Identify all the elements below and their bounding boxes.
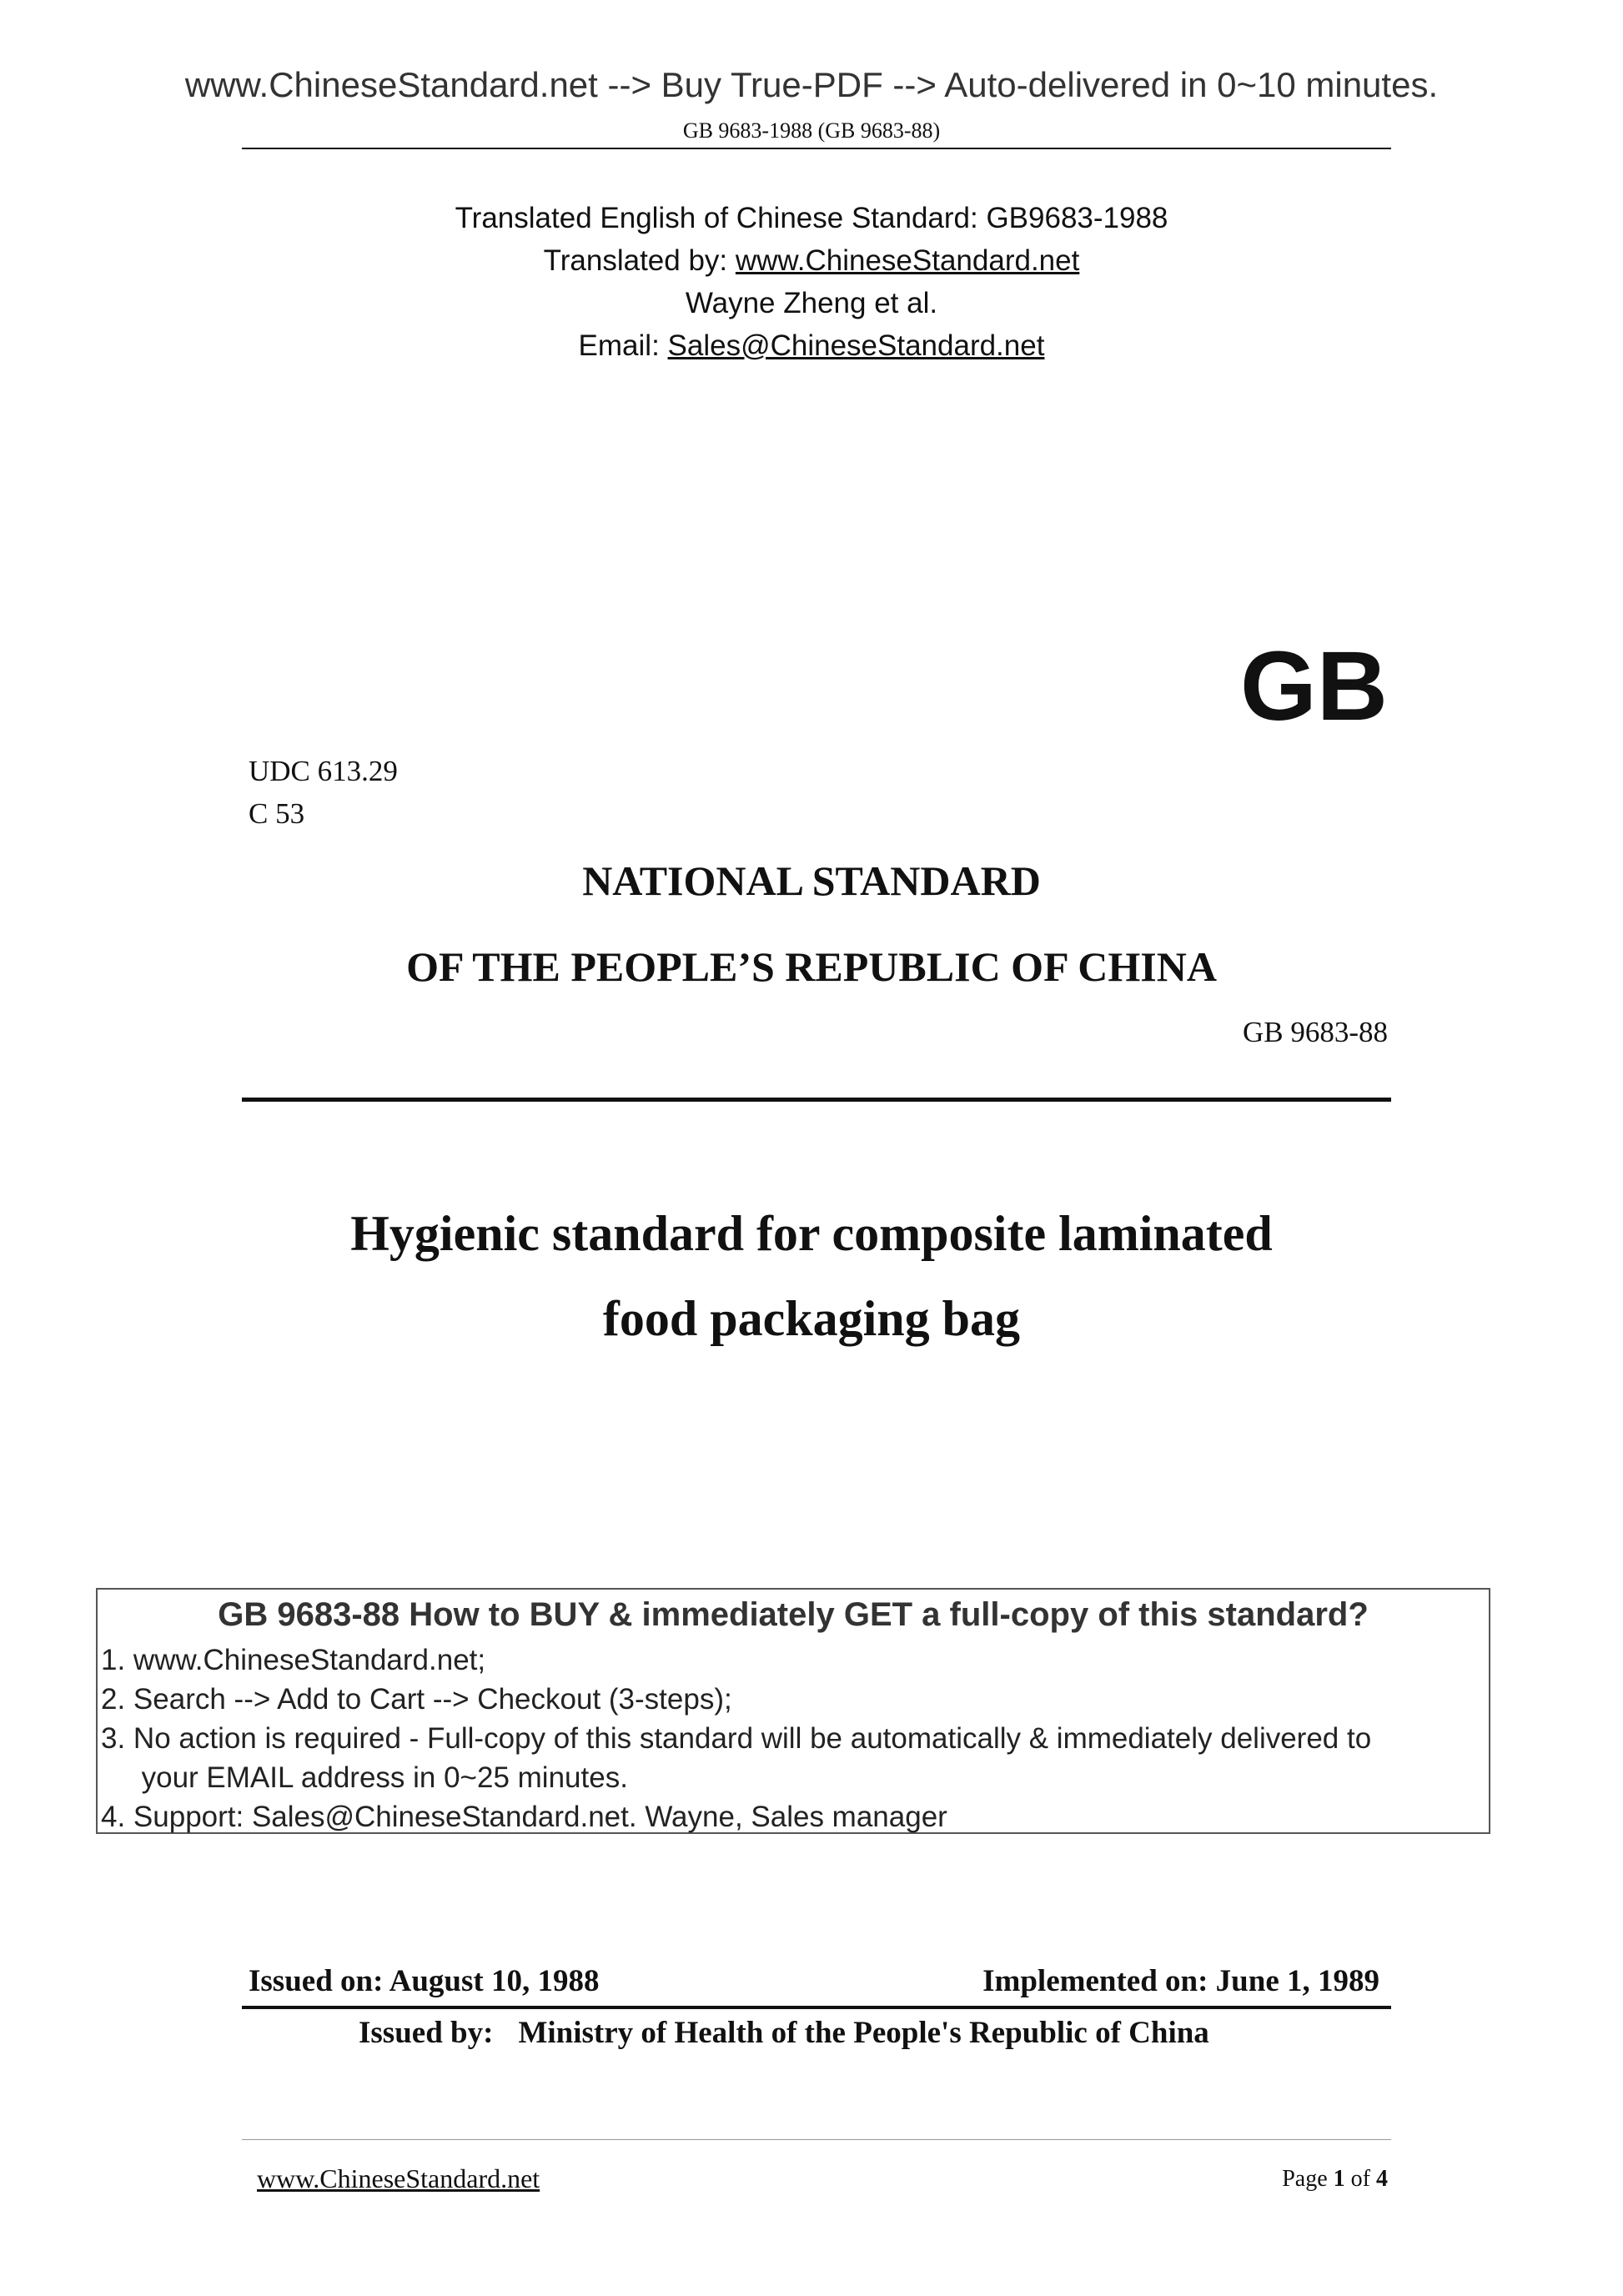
doc-code-header: GB 9683-1988 (GB 9683-88)	[682, 118, 941, 143]
buy-step-2: 2. Search --> Add to Cart --> Checkout (3-steps);	[101, 1683, 732, 1716]
national-standard-heading: NATIONAL STANDARD	[582, 857, 1041, 904]
translator-link[interactable]: www.ChineseStandard.net	[735, 244, 1080, 277]
footer-link[interactable]: www.ChineseStandard.net	[257, 2163, 540, 2193]
buy-step-1[interactable]: 1. www.ChineseStandard.net;	[101, 1644, 486, 1676]
udc-code: UDC 613.29	[249, 755, 398, 787]
translated-by-label: Translated by:	[543, 244, 736, 277]
title-divider	[242, 1098, 1391, 1102]
issuer-name: Ministry of Health of the People's Republic of China	[518, 2016, 1209, 2050]
gb-logo: GB	[1240, 631, 1388, 741]
issued-by	[359, 2015, 1209, 2051]
document-title-line2: food packaging bag	[602, 1291, 1021, 1346]
standard-number: GB 9683-88	[1242, 1016, 1388, 1048]
email-link[interactable]: Sales@ChineseStandard.net	[667, 329, 1045, 362]
buy-step-4[interactable]: 4. Support: Sales@ChineseStandard.net. Wayne, Sales manager	[101, 1801, 947, 1833]
implemented-on: Implemented on: June 1, 1989	[982, 1964, 1379, 1998]
page-total: 4	[1376, 2166, 1388, 2192]
page-of: of	[1344, 2166, 1376, 2192]
page-current: 1	[1333, 2166, 1345, 2192]
prc-heading: OF THE PEOPLE’S REPUBLIC OF CHINA	[406, 943, 1217, 990]
buy-info-box	[96, 1588, 1490, 1834]
page-prefix: Page	[1282, 2166, 1334, 2192]
classification-code: C 53	[249, 797, 305, 830]
top-banner[interactable]: www.ChineseStandard.net --> Buy True-PDF --> Auto-delivered in 0~10 minutes.	[184, 65, 1439, 104]
header-divider	[242, 148, 1391, 149]
buy-box-title: GB 9683-88 How to BUY & immediately GET a full-copy of this standard?	[218, 1596, 1369, 1633]
email-line	[0, 329, 1623, 363]
issued-by-label: Issued by:	[359, 2016, 494, 2050]
page-number	[1282, 2166, 1388, 2193]
document-title-line1: Hygienic standard for composite laminated	[350, 1206, 1273, 1261]
translated-by	[0, 244, 1623, 278]
translation-line: Translated English of Chinese Standard: GB9683-1988	[455, 202, 1168, 234]
footer-divider	[242, 2139, 1391, 2140]
issue-divider	[242, 2006, 1391, 2009]
translator-name: Wayne Zheng et al.	[685, 287, 938, 319]
buy-step-3-cont: your EMAIL address in 0~25 minutes.	[101, 1761, 628, 1794]
buy-step-3: 3. No action is required - Full-copy of this standard will be automatically & immediately delivered to	[101, 1722, 1372, 1755]
issued-on: Issued on: August 10, 1988	[249, 1964, 600, 1998]
email-label: Email:	[578, 329, 668, 362]
